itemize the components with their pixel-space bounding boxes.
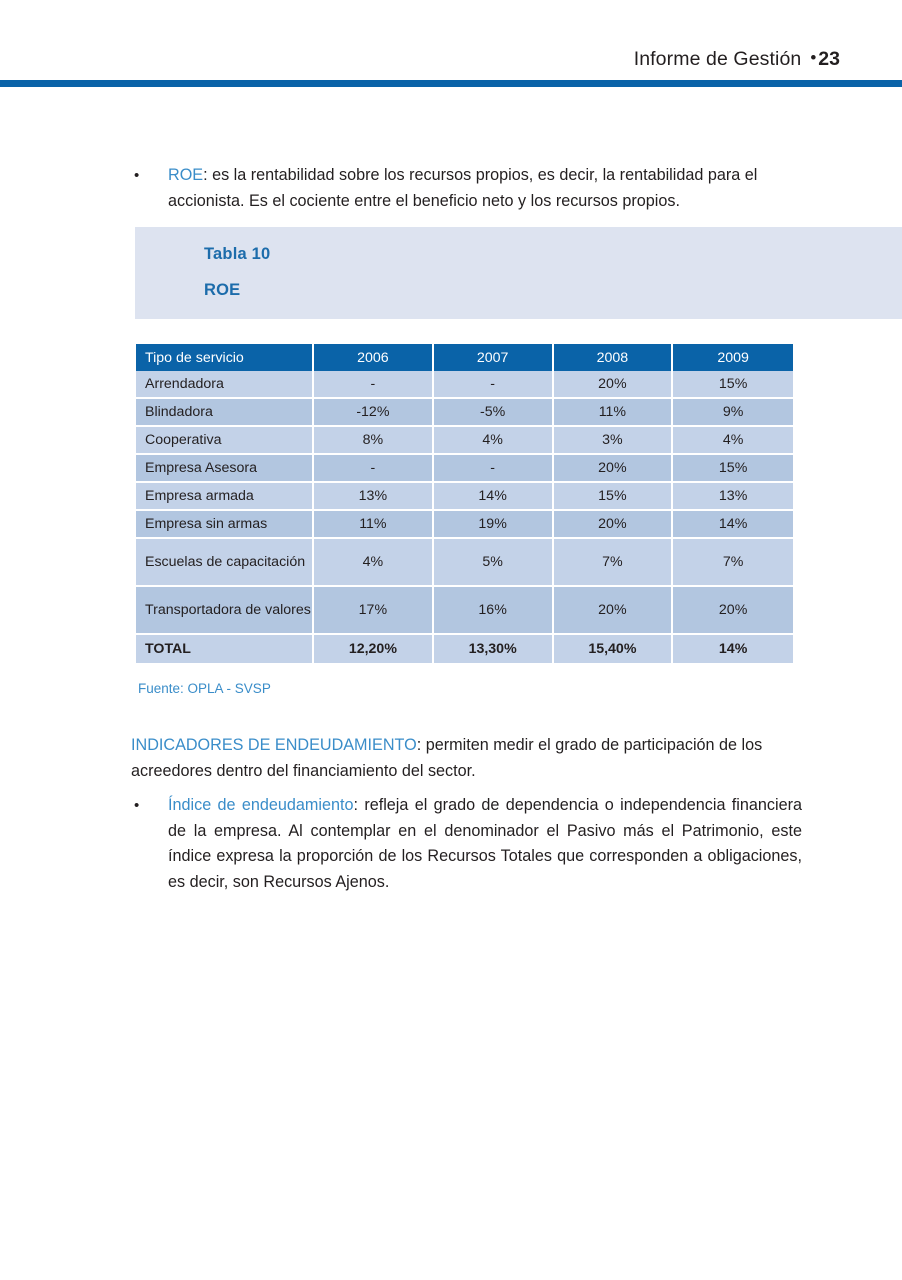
header-separator-dot: •: [810, 48, 817, 67]
table-total-row: [136, 635, 793, 663]
column-header-2008: 2008: [554, 344, 674, 371]
term-roe: ROE: [168, 166, 204, 184]
bullet-text-indice: [168, 793, 802, 895]
cell-2008: 3%: [554, 427, 674, 455]
cell-2008: 20%: [554, 587, 674, 635]
cell-2009: 15%: [673, 455, 793, 483]
term-indicadores-endeudamiento: INDICADORES DE ENDEUDAMIENTO: [131, 736, 417, 754]
table-row: [136, 539, 793, 587]
cell-2007: 16%: [434, 587, 554, 635]
cell-2007: 14%: [434, 483, 554, 511]
cell-2006: 4%: [314, 539, 434, 587]
cell-2006: 17%: [314, 587, 434, 635]
cell-2007: 4%: [434, 427, 554, 455]
cell-2007: -5%: [434, 399, 554, 427]
row-label: Empresa Asesora: [136, 455, 314, 483]
bullet-text-roe: [168, 163, 802, 214]
bullet-marker-icon: •: [134, 167, 140, 184]
bullet-marker-icon: •: [134, 797, 140, 814]
term-roe-description: : es la rentabilidad sobre los recursos propios, es decir, la rentabilidad para el accionista. Es el cociente entre el beneficio neto y los recursos propios.: [168, 166, 758, 210]
column-header-2006: 2006: [314, 344, 434, 371]
cell-2008: 15%: [554, 483, 674, 511]
cell-2006: 8%: [314, 427, 434, 455]
cell-2007: -: [434, 371, 554, 399]
table-row: [136, 455, 793, 483]
cell-2007: -: [434, 455, 554, 483]
table-source-note: Fuente: OPLA - SVSP: [138, 681, 271, 696]
page-running-header: [0, 48, 902, 80]
paragraph-indicadores-endeudamiento: [131, 733, 799, 784]
row-label: Escuelas de capacitación: [136, 539, 314, 587]
cell-2009: 14%: [673, 511, 793, 539]
column-header-2007: 2007: [434, 344, 554, 371]
table-caption-number: Tabla 10: [204, 245, 271, 263]
cell-2008: 20%: [554, 455, 674, 483]
page-number: 23: [818, 48, 840, 70]
cell-total-2006: 12,20%: [314, 635, 434, 663]
table-caption-box: [135, 227, 902, 319]
row-label: Arrendadora: [136, 371, 314, 399]
page-title: Informe de Gestión: [633, 48, 802, 70]
row-label: Cooperativa: [136, 427, 314, 455]
table-row: [136, 511, 793, 539]
cell-2009: 9%: [673, 399, 793, 427]
row-label: Blindadora: [136, 399, 314, 427]
cell-2007: 5%: [434, 539, 554, 587]
cell-2009: 15%: [673, 371, 793, 399]
cell-total-2009: 14%: [673, 635, 793, 663]
cell-2006: -12%: [314, 399, 434, 427]
cell-2006: -: [314, 371, 434, 399]
row-label: Empresa armada: [136, 483, 314, 511]
table-row: [136, 399, 793, 427]
row-label-total: TOTAL: [136, 635, 314, 663]
bullet-item-indice-endeudamiento: [130, 793, 802, 895]
cell-2008: 20%: [554, 511, 674, 539]
column-header-service-type: Tipo de servicio: [136, 344, 314, 371]
table-caption-title: ROE: [204, 281, 241, 299]
roe-data-table: [136, 344, 793, 663]
table-row: [136, 587, 793, 635]
term-indice-description: : refleja el grado de dependencia o independencia financiera de la empresa. Al contemplar en el denominador el Pasivo más el Patrimonio, este índice expresa la proporción de los Recursos Totales que corresponden a obligaciones, es decir, son Recursos Ajenos.: [168, 796, 802, 891]
row-label: Empresa sin armas: [136, 511, 314, 539]
cell-2008: 20%: [554, 371, 674, 399]
bullet-item-roe: [130, 163, 802, 214]
table-row: [136, 427, 793, 455]
table-row: [136, 371, 793, 399]
row-label: Transportadora de valores: [136, 587, 314, 635]
cell-2006: 13%: [314, 483, 434, 511]
cell-2006: 11%: [314, 511, 434, 539]
paragraph-indicadores-text: : permiten medir el grado de participación de los acreedores dentro del financiamiento del sector.: [131, 736, 763, 780]
cell-2008: 7%: [554, 539, 674, 587]
cell-total-2007: 13,30%: [434, 635, 554, 663]
cell-total-2008: 15,40%: [554, 635, 674, 663]
cell-2009: 20%: [673, 587, 793, 635]
column-header-2009: 2009: [673, 344, 793, 371]
cell-2008: 11%: [554, 399, 674, 427]
table-row: [136, 483, 793, 511]
cell-2009: 7%: [673, 539, 793, 587]
cell-2009: 4%: [673, 427, 793, 455]
table-header-row: [136, 344, 793, 371]
cell-2009: 13%: [673, 483, 793, 511]
cell-2007: 19%: [434, 511, 554, 539]
cell-2006: -: [314, 455, 434, 483]
header-divider-rule: [0, 80, 902, 87]
term-indice-endeudamiento: Índice de endeudamiento: [168, 796, 354, 814]
